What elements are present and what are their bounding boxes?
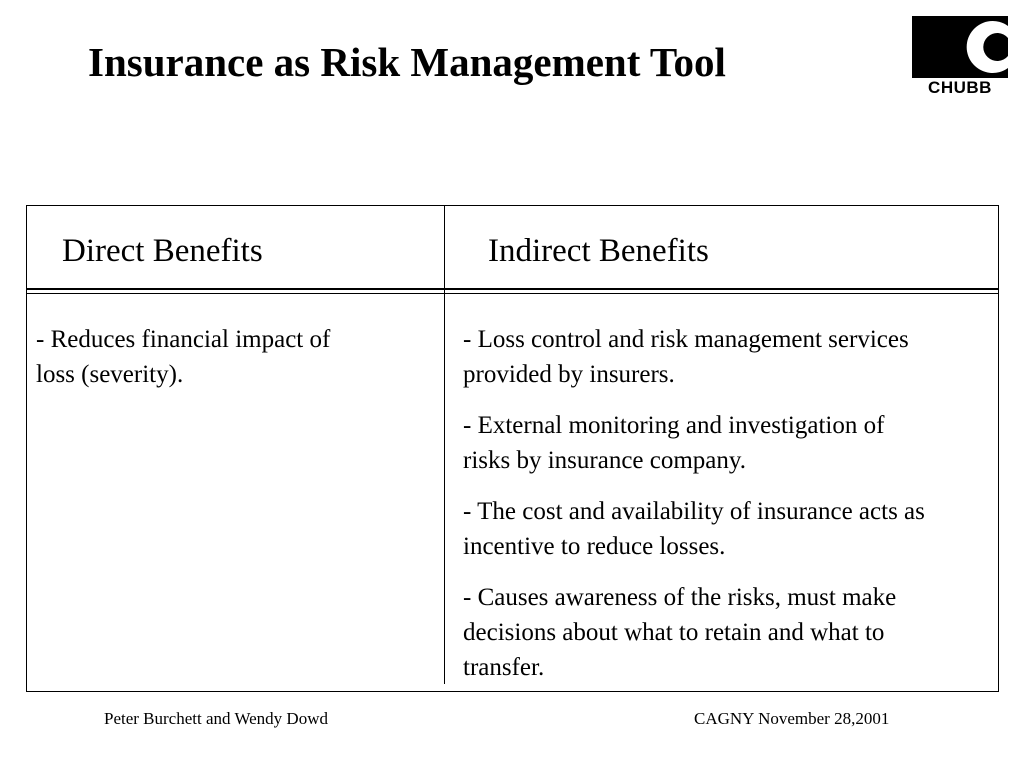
- direct-benefits-header: Direct Benefits: [62, 233, 263, 269]
- list-item: [463, 408, 995, 478]
- list-item: [463, 580, 995, 685]
- indirect-benefits-list: [463, 322, 995, 701]
- chubb-logo: [912, 16, 1008, 100]
- indirect-item-text: - Loss control and risk management services provided by insurers.: [463, 326, 909, 388]
- list-item: [463, 322, 995, 392]
- logo-text: CHUBB: [928, 78, 992, 97]
- indirect-item-text: - External monitoring and investigation of risks by insurance company.: [463, 412, 885, 474]
- footer-event: CAGNY November 28,2001: [694, 709, 890, 728]
- slide-title: Insurance as Risk Management Tool: [88, 39, 726, 85]
- list-item: [36, 322, 436, 392]
- benefits-table: [26, 205, 999, 692]
- header-rule: [27, 288, 998, 290]
- direct-benefits-list: [36, 322, 436, 408]
- header-rule-secondary: [27, 293, 998, 294]
- chubb-logo-icon: [912, 16, 1008, 78]
- indirect-benefits-header: Indirect Benefits: [488, 233, 709, 269]
- list-item: [463, 494, 995, 564]
- column-divider: [444, 206, 445, 684]
- indirect-item-text: - Causes awareness of the risks, must make decisions about what to retain and what to transfer.: [463, 584, 897, 681]
- footer-authors: Peter Burchett and Wendy Dowd: [104, 709, 328, 728]
- direct-item-text: - Reduces financial impact of loss (severity).: [36, 326, 331, 388]
- indirect-item-text: - The cost and availability of insurance acts as incentive to reduce losses.: [463, 498, 925, 560]
